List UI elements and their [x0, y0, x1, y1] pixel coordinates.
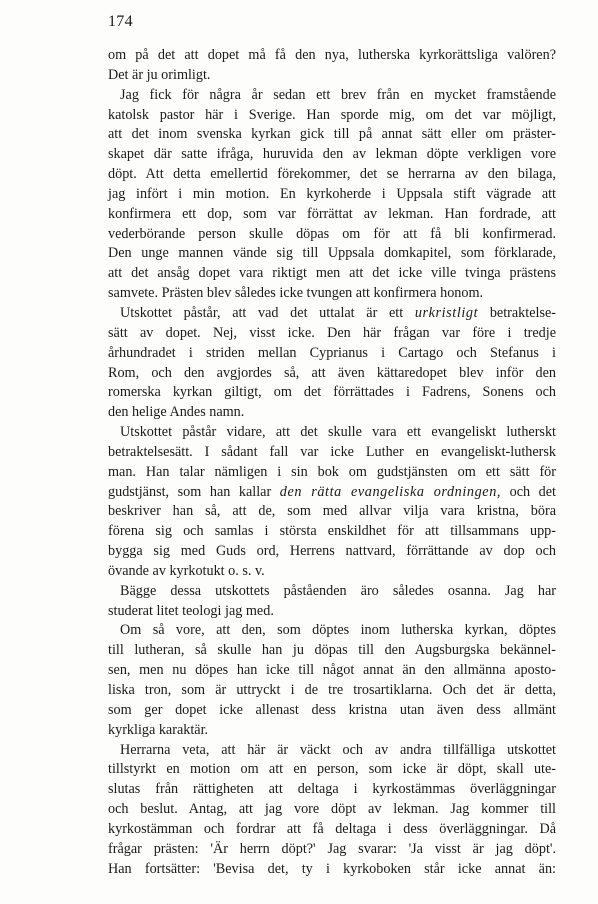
text-run: studerat litet teologi jag med.	[108, 602, 274, 619]
page-number: 174	[108, 13, 133, 30]
text-run: århundradet i striden mellan Cyprianus i Cartago och Stefanus i	[108, 344, 556, 361]
text-line	[108, 463, 556, 483]
text-line	[108, 483, 556, 503]
text-line	[108, 820, 556, 840]
text-line	[108, 621, 556, 641]
emphasized-text: den rätta evangeliska ordningen,	[279, 483, 502, 500]
text-line	[108, 383, 556, 403]
text-run: kyrkostämman och fordrar att få deltaga i dess överläggningar. Då	[108, 820, 556, 837]
text-line	[108, 185, 556, 205]
text-line	[108, 364, 556, 384]
text-line	[108, 106, 556, 126]
text-run: samvete. Prästen blev således icke tvungen att konfirmera honom.	[108, 285, 484, 302]
text-line	[108, 562, 556, 582]
text-line	[108, 602, 556, 622]
text-line	[108, 165, 556, 185]
text-run: gudstjänst, som han kallar	[108, 483, 280, 500]
text-run: tillstyrkt en motion om att en person, som icke är döpt, skall ute-	[108, 761, 556, 778]
text-run: sätt av dopet. Nej, visst icke. Den här frågan var före i tredje	[108, 324, 556, 341]
text-line	[108, 324, 556, 344]
text-line	[108, 264, 556, 284]
text-line	[108, 840, 556, 860]
text-line	[108, 721, 556, 741]
text-run: sen, men nu döpes han icke till något annat än den allmänna aposto-	[108, 662, 556, 679]
text-run: som ger dopet icke allenast dess kristna utan även dess allmänt	[108, 701, 556, 718]
text-line	[108, 344, 556, 364]
emphasized-text: urkristligt	[414, 304, 479, 321]
text-line	[108, 244, 556, 264]
text-run: Jag fick för några år sedan ett brev från en mycket framstående	[120, 86, 556, 103]
text-run: romerska kyrkan giltigt, om det förrättades i Fadrens, Sonens och	[108, 384, 556, 401]
text-run: skapet där satte ifråga, huruvida den av lekman döpte verkligen vore	[108, 146, 556, 163]
text-line	[108, 681, 556, 701]
text-run: bygga sig med Guds ord, Herrens nattvard, förrättande av dop och	[108, 543, 556, 560]
text-run: konfirmera ett dop, som var förrättat av lekman. Han fordrade, att	[108, 205, 556, 222]
text-line	[108, 205, 556, 225]
text-run: att det inom svenska kyrkan gick till på annat sätt eller om präster-	[108, 126, 556, 143]
text-line	[108, 641, 556, 661]
text-run: Om så vore, att den, som döptes inom lutherska kyrkan, döptes	[120, 622, 556, 639]
text-run: vederbörande person skulle döpas om för att få bli konfirmerad.	[108, 225, 556, 242]
text-run: jag infört i min motion. En kyrkoherde i Uppsala stift vägrade att	[108, 185, 556, 202]
text-run: och det	[501, 483, 556, 500]
text-run: Herrarna veta, att här är väckt och av andra tillfälliga utskottet	[120, 741, 556, 758]
text-run: frågar prästen: 'Är herrn döpt?' Jag svarar: 'Ja visst är jag döpt'.	[108, 840, 556, 857]
text-line	[108, 522, 556, 542]
body-text	[108, 46, 556, 879]
text-run: den helige Andes namn.	[108, 404, 245, 421]
text-run: döpt. Att detta emellertid förekommer, det se herrarna av den bilaga,	[108, 166, 556, 183]
text-line	[108, 860, 556, 880]
text-line	[108, 225, 556, 245]
text-line	[108, 66, 556, 86]
text-line	[108, 443, 556, 463]
text-run: Bägge dessa utskottets påståenden äro således osanna. Jag har	[120, 582, 556, 599]
text-line	[108, 502, 556, 522]
text-line	[108, 46, 556, 66]
text-line	[108, 701, 556, 721]
text-run: betraktelsesätt. I sådant fall var icke Luther en evangeliskt-luthersk	[108, 443, 556, 460]
text-run: att det ansåg dopet vara riktigt men att det icke ville tvinga prästens	[108, 265, 556, 282]
text-line	[108, 403, 556, 423]
text-run: Utskottet påstår, att vad det uttalat är ett	[120, 304, 415, 321]
text-line	[108, 145, 556, 165]
text-run: beskriver han så, att de, som med allvar vilja vara kristna, böra	[108, 503, 556, 520]
text-line	[108, 125, 556, 145]
text-line	[108, 780, 556, 800]
text-line	[108, 800, 556, 820]
text-line	[108, 760, 556, 780]
text-run: Utskottet påstår vidare, att det skulle vara ett evangeliskt lutherskt	[120, 424, 556, 441]
text-run: Den unge mannen vände sig till Uppsala domkapitel, som förklarade,	[108, 245, 556, 262]
text-line	[108, 582, 556, 602]
text-run: förena sig och samlas i största enskildhet för att tillsammans upp-	[108, 523, 556, 540]
text-run: om på det att dopet må få den nya, lutherska kyrkorättsliga valören?	[108, 47, 556, 63]
text-line	[108, 423, 556, 443]
text-run: slutas från rättigheten att deltaga i kyrkostämmas överläggningar	[108, 781, 556, 798]
text-run: betraktelse-	[478, 304, 557, 321]
text-run: katolsk pastor här i Sverige. Han sporde mig, om det var möjligt,	[108, 106, 556, 123]
text-run: man. Han talar nämligen i sin bok om gudstjänsten om ett sätt för	[108, 463, 556, 480]
text-line	[108, 86, 556, 106]
text-run: och beslut. Antag, att jag vore döpt av lekman. Jag kommer till	[108, 801, 556, 818]
text-run: Det är ju orimligt.	[108, 66, 211, 83]
text-run: Han fortsätter: 'Bevisa det, ty i kyrkoboken står icke annat än:	[108, 860, 556, 877]
text-run: övande av kyrkotukt o. s. v.	[108, 562, 265, 579]
text-line	[108, 542, 556, 562]
text-line	[108, 741, 556, 761]
text-run: kyrkliga karaktär.	[108, 721, 209, 738]
text-line	[108, 304, 556, 324]
text-line	[108, 661, 556, 681]
text-run: Rom, och den avgjordes så, att även kättaredopet blev inför den	[108, 364, 556, 381]
text-line	[108, 284, 556, 304]
text-run: liska tron, som är uttryckt i de tre trosartiklarna. Och det är detta,	[108, 682, 556, 698]
text-run: till lutheran, så skulle han ju döpas till den Augsburgska bekännel-	[108, 642, 556, 659]
